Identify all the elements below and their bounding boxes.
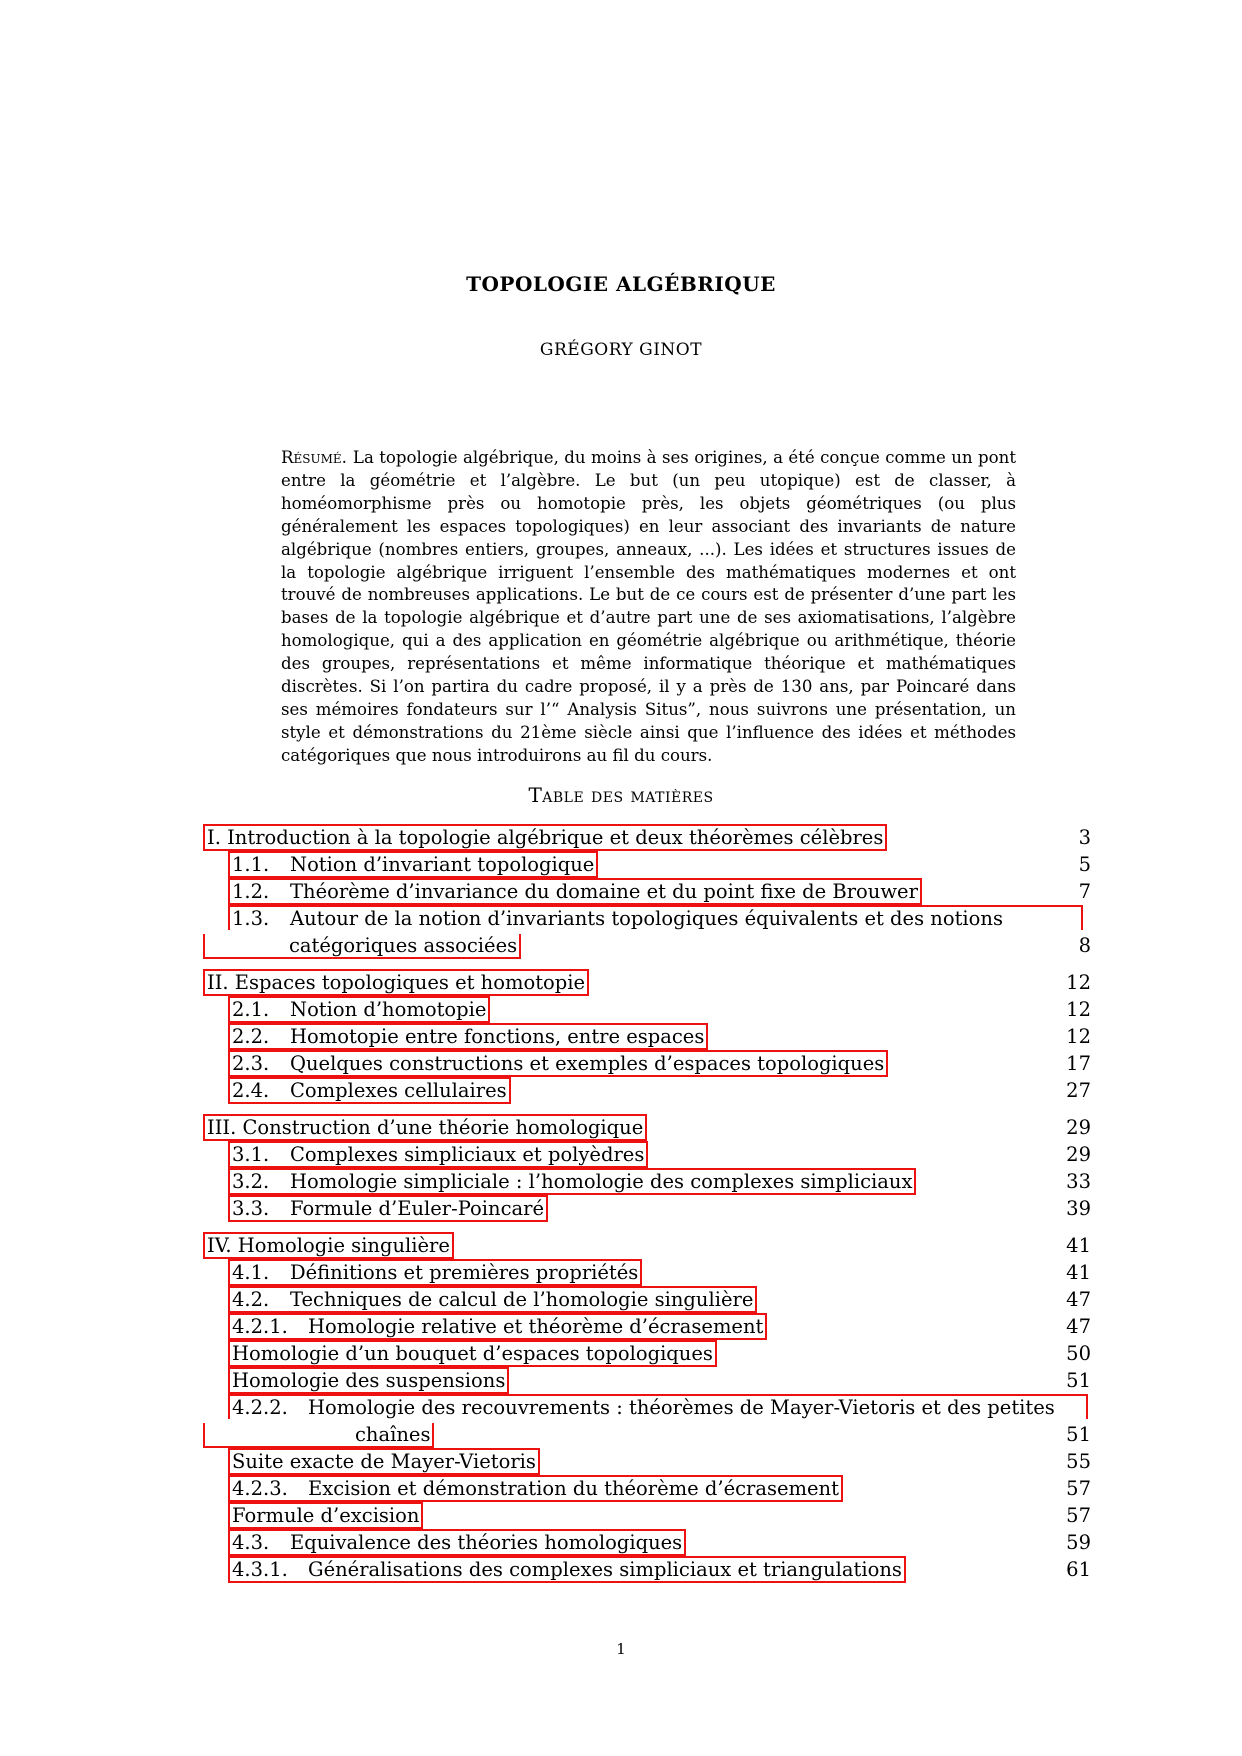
toc-entry-1-1	[203, 851, 1091, 878]
toc-entry-4-1	[203, 1259, 1091, 1286]
toc-link-4-3-1[interactable]	[228, 1556, 906, 1583]
toc-link-1-2[interactable]	[228, 878, 922, 905]
toc-number: 4.2.1.	[232, 1315, 288, 1338]
toc-title: Complexes simpliciaux et polyèdres	[290, 1143, 645, 1166]
toc-entry-1-2	[203, 878, 1091, 905]
toc-entry-4-3	[203, 1529, 1091, 1556]
toc-entry-4-2-2-cont	[203, 1421, 1091, 1448]
toc-page: 8	[1078, 934, 1091, 957]
toc-page: 7	[1078, 880, 1091, 903]
toc-page: 51	[1066, 1423, 1091, 1446]
toc-title: Homologie des recouvrements : théorèmes de Mayer-Vietoris et des petites	[308, 1396, 1055, 1419]
toc-page: 17	[1066, 1052, 1091, 1075]
toc-page: 57	[1066, 1477, 1091, 1500]
toc-page: 33	[1066, 1170, 1091, 1193]
toc-page: 41	[1066, 1261, 1091, 1284]
toc-link-2-2[interactable]	[228, 1023, 708, 1050]
toc-page: 12	[1066, 1025, 1091, 1048]
toc-entry-2-4	[203, 1077, 1091, 1104]
toc-title: Quelques constructions et exemples d’espaces topologiques	[290, 1052, 885, 1075]
toc-number: 1.2.	[232, 880, 270, 903]
toc-title: Techniques de calcul de l’homologie singulière	[290, 1288, 754, 1311]
toc-title: Théorème d’invariance du domaine et du point fixe de Brouwer	[290, 880, 918, 903]
toc-title: Equivalence des théories homologiques	[290, 1531, 683, 1554]
toc-heading: Table des matières	[528, 783, 714, 807]
toc-link-ch2[interactable]: II. Espaces topologiques et homotopie	[203, 969, 589, 996]
toc-entry-4-2-2	[203, 1394, 1091, 1421]
toc-number: 2.3.	[232, 1052, 270, 1075]
toc-number: 3.1.	[232, 1143, 270, 1166]
toc-entry-mayer-vietoris	[203, 1448, 1091, 1475]
toc-number: 1.3.	[232, 907, 270, 930]
toc-number: 1.1.	[232, 853, 270, 876]
toc-entry-bouquet	[203, 1340, 1091, 1367]
paper-author: GRÉGORY GINOT	[539, 340, 703, 360]
toc-entry-3-3	[203, 1195, 1091, 1222]
toc-number: 4.2.2.	[232, 1396, 288, 1419]
toc-link-mayer-vietoris[interactable]: Suite exacte de Mayer-Vietoris	[228, 1448, 540, 1475]
toc-title: Homologie simpliciale : l’homologie des complexes simpliciaux	[290, 1170, 913, 1193]
toc-page: 5	[1078, 853, 1091, 876]
toc-link-2-1[interactable]	[228, 996, 490, 1023]
toc-link-1-3[interactable]	[228, 905, 1083, 930]
toc-link-4-2-2-cont[interactable]: chaînes	[203, 1423, 434, 1448]
toc-number: 4.1.	[232, 1261, 270, 1284]
toc-entry-4-2	[203, 1286, 1091, 1313]
toc-link-4-2-1[interactable]	[228, 1313, 767, 1340]
toc-page: 57	[1066, 1504, 1091, 1527]
toc-number: 2.1.	[232, 998, 270, 1021]
toc-number: 4.3.1.	[232, 1558, 288, 1581]
toc-link-3-3[interactable]	[228, 1195, 548, 1222]
table-of-contents	[203, 824, 1091, 1583]
abstract-text: La topologie algébrique, du moins à ses origines, a été conçue comme un pont entre la géométrie et l’algèbre. Le but (un peu utopique) est de classer, à homéomorphisme près ou homotopie près, les objets géométriques (ou plus généralement les espaces topologiques) en leur associant des invariants de nature algébrique (nombres entiers, groupes, anneaux, ...). Les idées et structures issues de la topologie algébrique irriguent l’ensemble des mathématiques modernes et ont trouvé de nombreuses applications. Le but de ce cours est de présenter d’une part les bases de la topologie algébrique et d’autre part une de ses axiomatisations, l’algèbre homologique, qui a des application en géométrie algébrique ou arithmétique, théorie des groupes, représentations et même informatique théorique et mathématiques discrètes. Si l’on partira du cadre proposé, il y a près de 130 ans, par Poincaré dans ses mémoires fondateurs sur l’“ Analysis Situs”, nous suivrons une présentation, un style et démonstrations du 21ème siècle ainsi que l’influence des idées et méthodes catégoriques que nous introduirons au fil du cours.	[281, 448, 1016, 765]
toc-page: 12	[1066, 998, 1091, 1021]
toc-entry-2-2	[203, 1023, 1091, 1050]
toc-page: 29	[1066, 1116, 1091, 1139]
toc-number: 4.2.	[232, 1288, 270, 1311]
toc-link-2-3[interactable]	[228, 1050, 888, 1077]
toc-entry-suspensions	[203, 1367, 1091, 1394]
toc-entry-ch3	[203, 1114, 1091, 1141]
toc-number: 4.3.	[232, 1531, 270, 1554]
toc-number: 2.4.	[232, 1079, 270, 1102]
toc-entry-2-3	[203, 1050, 1091, 1077]
toc-link-3-2[interactable]	[228, 1168, 916, 1195]
toc-link-excision[interactable]: Formule d’excision	[228, 1502, 423, 1529]
toc-link-2-4[interactable]	[228, 1077, 511, 1104]
toc-link-bouquet[interactable]: Homologie d’un bouquet d’espaces topologiques	[228, 1340, 717, 1367]
toc-link-4-2-3[interactable]	[228, 1475, 843, 1502]
toc-link-ch4[interactable]: IV. Homologie singulière	[203, 1232, 454, 1259]
toc-entry-ch1	[203, 824, 1091, 851]
toc-entry-4-3-1	[203, 1556, 1091, 1583]
toc-page: 47	[1066, 1288, 1091, 1311]
toc-page: 3	[1078, 826, 1091, 849]
toc-entry-ch4	[203, 1232, 1091, 1259]
toc-title: Généralisations des complexes simpliciaux et triangulations	[308, 1558, 902, 1581]
toc-page: 41	[1066, 1234, 1091, 1257]
abstract	[281, 447, 1016, 768]
toc-title: Définitions et premières propriétés	[290, 1261, 639, 1284]
toc-title: Autour de la notion d’invariants topologiques équivalents et des notions	[290, 907, 1003, 930]
toc-title: Formule d’Euler-Poincaré	[290, 1197, 544, 1220]
toc-entry-4-2-1	[203, 1313, 1091, 1340]
toc-entry-2-1	[203, 996, 1091, 1023]
toc-link-ch1[interactable]: I. Introduction à la topologie algébrique et deux théorèmes célèbres	[203, 824, 887, 851]
toc-number: 2.2.	[232, 1025, 270, 1048]
toc-entry-3-2	[203, 1168, 1091, 1195]
toc-entry-1-3	[203, 905, 1091, 932]
toc-page: 55	[1066, 1450, 1091, 1473]
toc-title: Homotopie entre fonctions, entre espaces	[290, 1025, 705, 1048]
toc-link-suspensions[interactable]: Homologie des suspensions	[228, 1367, 509, 1394]
toc-page: 47	[1066, 1315, 1091, 1338]
paper-title: TOPOLOGIE ALGÉBRIQUE	[466, 272, 776, 296]
toc-title: Complexes cellulaires	[290, 1079, 507, 1102]
toc-number: 3.2.	[232, 1170, 270, 1193]
toc-entry-1-3-cont	[203, 932, 1091, 959]
toc-title: Notion d’homotopie	[290, 998, 487, 1021]
toc-link-ch3[interactable]: III. Construction d’une théorie homologique	[203, 1114, 647, 1141]
toc-entry-3-1	[203, 1141, 1091, 1168]
toc-link-4-2[interactable]	[228, 1286, 757, 1313]
page-number: 1	[616, 1640, 626, 1658]
toc-page: 12	[1066, 971, 1091, 994]
toc-link-4-2-2[interactable]	[228, 1394, 1088, 1419]
toc-entry-ch2	[203, 969, 1091, 996]
toc-page: 27	[1066, 1079, 1091, 1102]
toc-title: Excision et démonstration du théorème d’écrasement	[308, 1477, 839, 1500]
abstract-label: Résumé.	[281, 448, 347, 467]
toc-entry-excision	[203, 1502, 1091, 1529]
toc-link-1-3-cont[interactable]: catégoriques associées	[203, 934, 521, 959]
toc-link-4-1[interactable]	[228, 1259, 642, 1286]
toc-title: Homologie relative et théorème d’écrasement	[308, 1315, 764, 1338]
toc-number: 3.3.	[232, 1197, 270, 1220]
toc-page: 39	[1066, 1197, 1091, 1220]
toc-link-4-3[interactable]	[228, 1529, 686, 1556]
toc-page: 29	[1066, 1143, 1091, 1166]
toc-title: Notion d’invariant topologique	[290, 853, 595, 876]
toc-link-1-1[interactable]	[228, 851, 598, 878]
toc-page: 59	[1066, 1531, 1091, 1554]
toc-number: 4.2.3.	[232, 1477, 288, 1500]
toc-entry-4-2-3	[203, 1475, 1091, 1502]
toc-link-3-1[interactable]	[228, 1141, 648, 1168]
toc-page: 50	[1066, 1342, 1091, 1365]
toc-page: 51	[1066, 1369, 1091, 1392]
toc-page: 61	[1066, 1558, 1091, 1581]
